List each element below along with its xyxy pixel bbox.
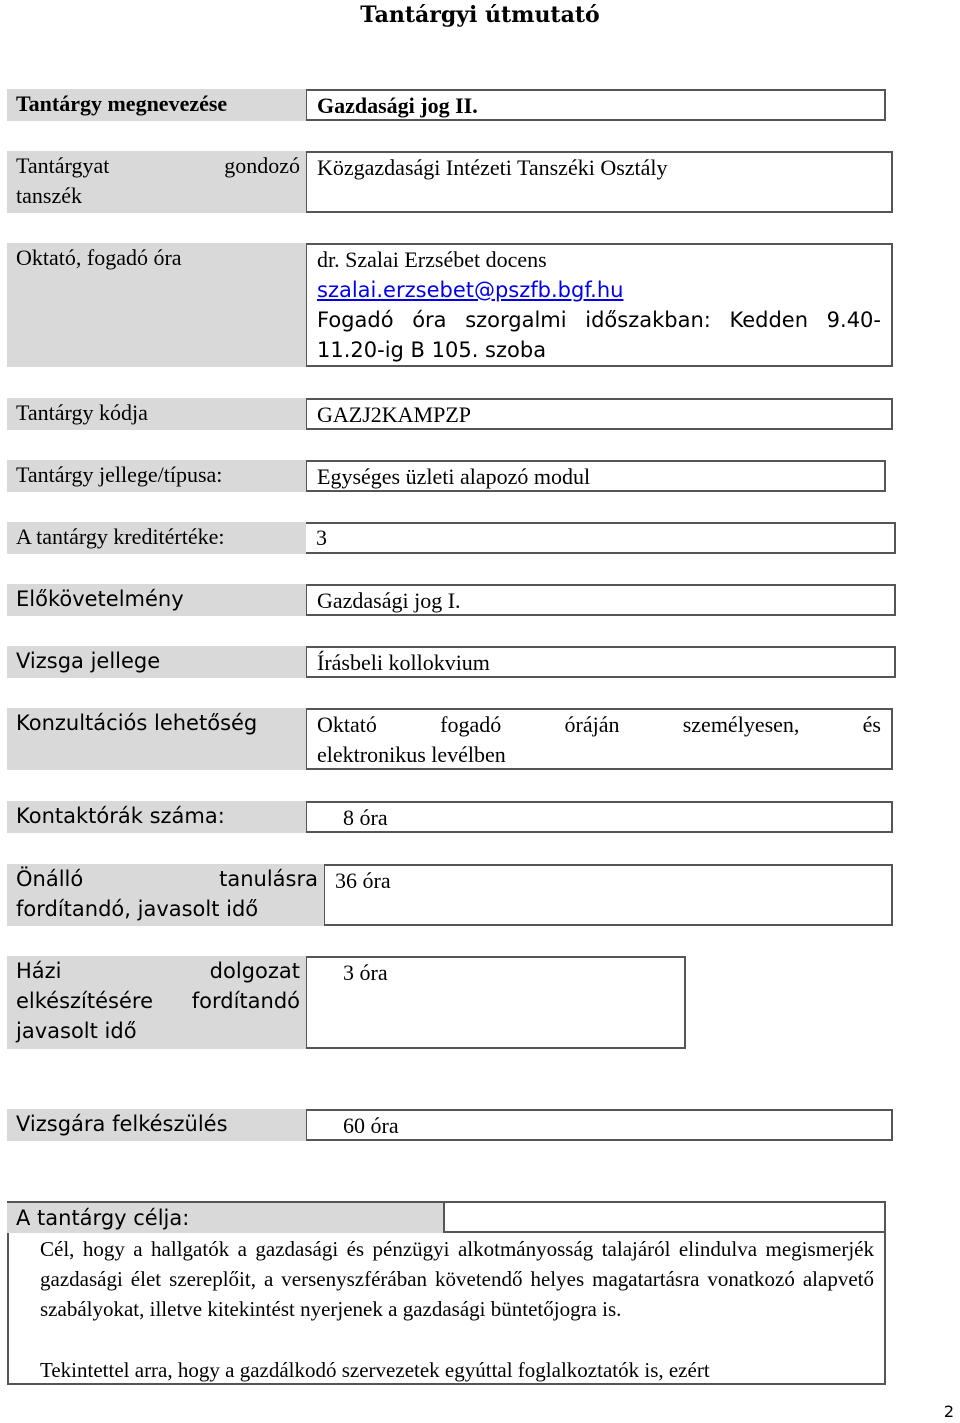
label-contact-hours: Kontaktórák száma: <box>7 801 306 833</box>
label-self-study <box>7 864 324 926</box>
value-contact-hours: 8 óra <box>306 801 893 833</box>
goal-paragraph-1: Cél, hogy a hallgatók a gazdasági és pénzügyi alkotmányosság talajáról elindulva megismerjék gazdasági élet szereplőit, a versenyszférában követendő helyes magatartásra vonatkozó alapvető szabályokat, illetve kitekintést nyerjenek a gazdasági büntetőjogra is. <box>40 1237 874 1321</box>
office-hours-line2: 11.20-ig B 105. szoba <box>317 338 547 362</box>
label-homework-part5: javasolt idő <box>16 1019 137 1043</box>
label-prerequisite: Előkövetelmény <box>7 584 306 616</box>
label-exam-type: Vizsga jellege <box>7 646 306 678</box>
label-department-part1: Tantárgyat <box>16 153 110 178</box>
label-self-study-part2: tanulásra <box>219 867 318 891</box>
value-subject-type: Egységes üzleti alapozó modul <box>306 460 886 492</box>
value-homework: 3 óra <box>306 956 686 1049</box>
goal-header-underline <box>444 1231 886 1233</box>
consultation-line1: Oktató fogadó óráján személyesen, és <box>317 712 881 737</box>
label-subject-code: Tantárgy kódja <box>7 398 306 430</box>
label-department <box>7 151 306 213</box>
label-subject-name: Tantárgy megnevezése <box>7 89 306 121</box>
goal-paragraph-2: Tekintettel arra, hogy a gazdálkodó szervezetek egyúttal foglalkoztatók is, ezért <box>40 1358 710 1382</box>
label-homework-part1: Házi <box>16 959 62 983</box>
label-goal: A tantárgy célja: <box>7 1203 444 1233</box>
value-teacher <box>306 243 893 367</box>
label-self-study-part3: fordítandó, javasolt idő <box>16 897 259 921</box>
value-prerequisite: Gazdasági jog I. <box>306 584 896 616</box>
label-consultation: Konzultációs lehetőség <box>7 708 306 770</box>
value-self-study: 36 óra <box>324 864 893 926</box>
teacher-email-link[interactable]: szalai.erzsebet@pszfb.bgf.hu <box>317 278 624 302</box>
page-title: Tantárgyi útmutató <box>360 2 600 28</box>
office-hours-text: Fogadó óra szorgalmi időszakban: Kedden 9.40- <box>317 308 881 332</box>
teacher-name: dr. Szalai Erzsébet docens <box>317 247 547 272</box>
label-subject-type: Tantárgy jellege/típusa: <box>7 460 306 492</box>
label-department-part2: gondozó <box>224 153 300 178</box>
value-exam-type: Írásbeli kollokvium <box>306 646 896 678</box>
goal-header-divider <box>443 1201 445 1233</box>
page-number: 2 <box>943 1402 954 1421</box>
label-department-part3: tanszék <box>16 183 82 208</box>
value-department: Közgazdasági Intézeti Tanszéki Osztály <box>306 151 893 213</box>
label-homework-part4: fordítandó <box>191 989 300 1013</box>
label-credit: A tantárgy kreditértéke: <box>7 522 306 554</box>
office-hours-line1 <box>317 305 881 335</box>
label-teacher: Oktató, fogadó óra <box>7 243 306 367</box>
value-credit: 3 <box>316 525 327 550</box>
consultation-line2: elektronikus levélben <box>317 742 506 767</box>
value-exam-prep: 60 óra <box>306 1109 893 1141</box>
label-exam-prep: Vizsgára felkészülés <box>7 1109 306 1141</box>
value-subject-code: GAZJ2KAMPZP <box>306 398 893 430</box>
label-homework-part2: dolgozat <box>209 959 300 983</box>
label-self-study-part1: Önálló <box>16 867 84 891</box>
label-homework <box>7 956 306 1049</box>
value-subject-name: Gazdasági jog II. <box>306 89 886 121</box>
label-homework-part3: elkészítésére <box>16 989 153 1013</box>
value-consultation <box>306 708 893 770</box>
